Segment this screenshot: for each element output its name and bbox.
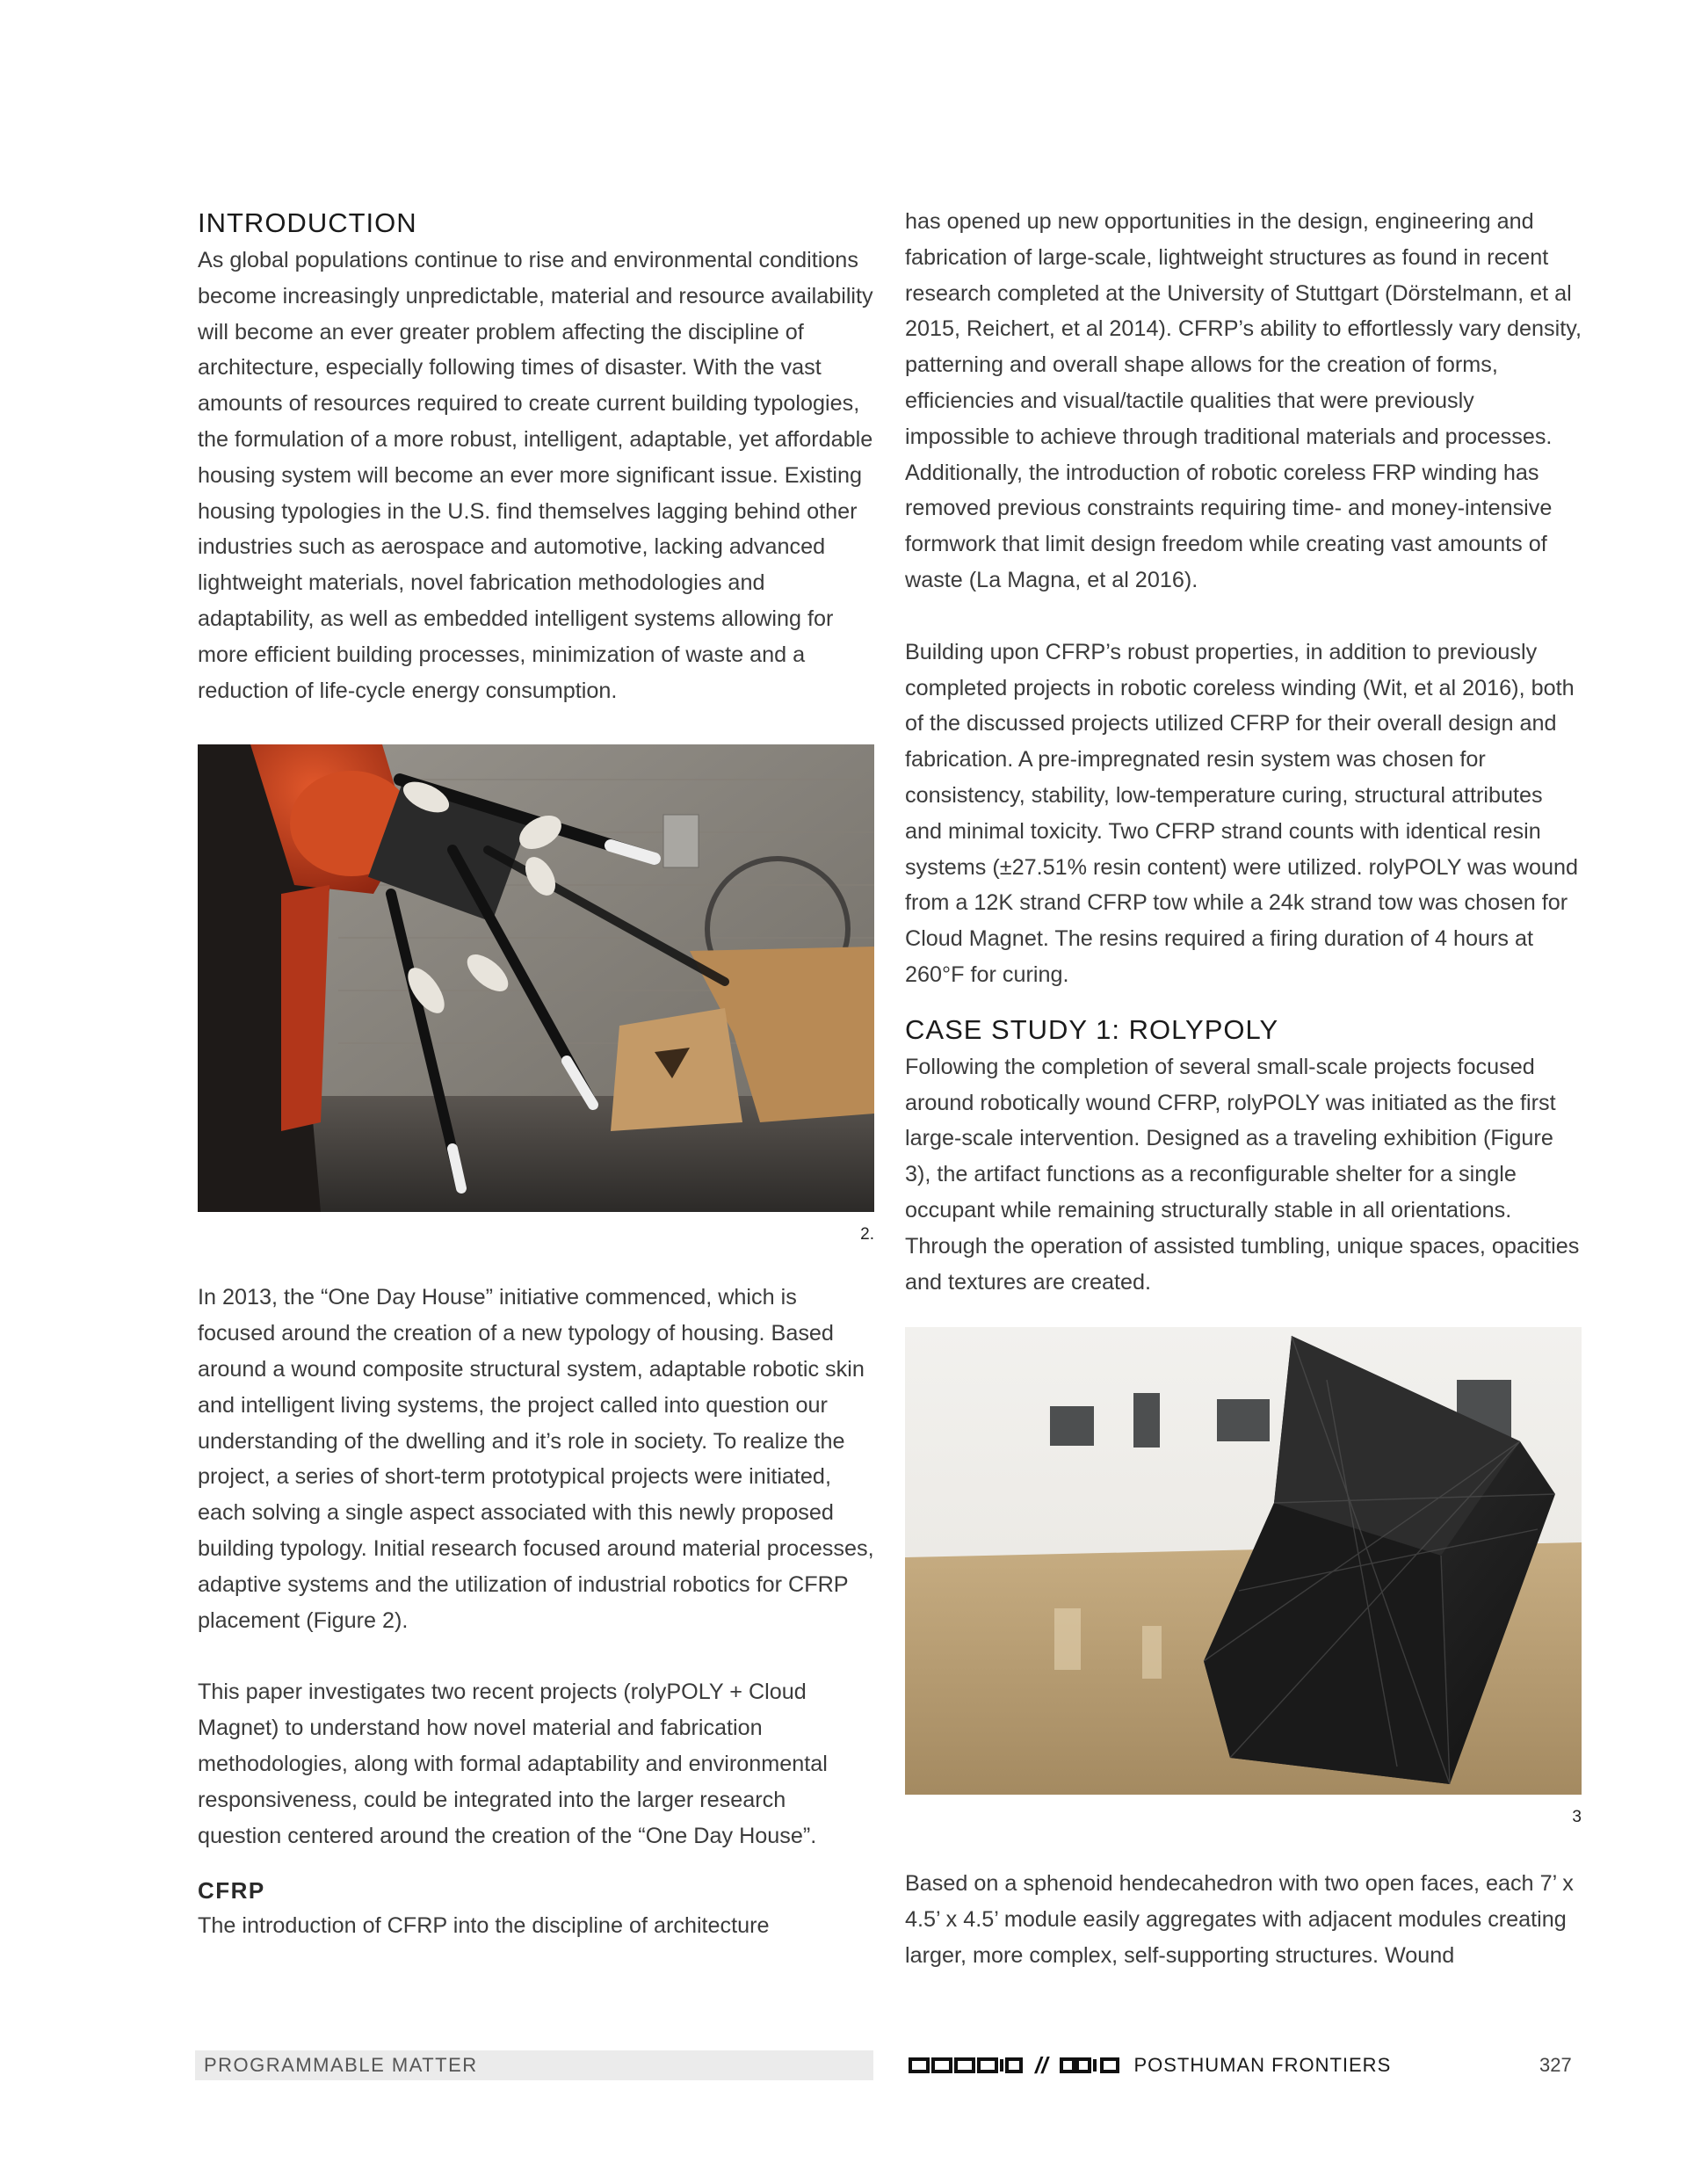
one-day-house-paragraph: In 2013, the “One Day House” initiative commenced, which is focused around the creation of a new typology of housing. Based around a wound composite structural system, adaptable robotic skin and intelligent living systems, the project called into question our understanding of the dwelling and it’s role in society. To realize the project, a series of short-term prototypical projects were initiated, each solving a single aspect associated with this newly proposed building typology. Initial research focused around material processes, adaptive systems and the utilization of industrial robotics for CFRP placement (Figure 2). xyxy=(198,1285,874,1633)
sphenoid-paragraph: Based on a sphenoid hendecahedron with two open faces, each 7’ x 4.5’ x 4.5’ module easily aggregates with adjacent modules creating larger, more complex, self-supporting structures. Wound xyxy=(905,1871,1574,1968)
cfrp-continued-paragraph: has opened up new opportunities in the design, engineering and fabrication of large-scale, lightweight structures as found in recent research completed at the University of Stuttgart (Dörstelmann, et al 2015, Reichert, et al 2014). CFRP’s ability to effortlessly vary density, patterning and overall shape allows for the creation of forms, efficiencies and visual/tactile qualities that were previously impossible to achieve through traditional materials and processes. Additionally, the introduction of robotic coreless FRP winding has removed previous constraints requiring time- and money-intensive formwork that limit design freedom while creating vast amounts of waste (La Magna, et al 2016). xyxy=(905,209,1582,592)
figure-3 xyxy=(905,1327,1582,1829)
footer-theme: POSTHUMAN FRONTIERS xyxy=(1133,2054,1392,2076)
figure-3-rolypoly-photo xyxy=(905,1327,1582,1795)
year-2016-logo-icon xyxy=(1060,2056,1121,2075)
footer-logo-slashes: // xyxy=(1035,2051,1048,2079)
figure-2-caption: 2. xyxy=(860,1225,874,1244)
acadia-logo-icon xyxy=(909,2056,1023,2075)
figure-2-robot-photo xyxy=(198,744,874,1212)
investigation-paragraph: This paper investigates two recent projects (rolyPOLY + Cloud Magnet) to understand how novel material and fabrication methodologies, along with formal adaptability and environmental responsiveness, could be integrated into the larger research question centered around the creation of the “One Day House”. xyxy=(198,1680,828,1848)
case-study-paragraph: Following the completion of several small-scale projects focused around robotically wound CFRP, rolyPOLY was initiated as the first large-scale intervention. Designed as a traveling exhibition (Figure 3), the artifact functions as a reconfigurable shelter for a single occupant while remaining structurally stable in all orientations. Through the operation of assisted tumbling, unique spaces, opacities and textures are created. xyxy=(905,1054,1580,1295)
right-column xyxy=(905,204,1582,1974)
introduction-heading: INTRODUCTION xyxy=(198,207,417,238)
building-upon-paragraph: Building upon CFRP’s robust properties, in addition to previously completed projects in robotic coreless winding (Wit, et al 2016), both of the discussed projects utilized CFRP for their overall design and fabrication. A pre-impregnated resin system was chosen for consistency, stability, low-temperature curing, structural attributes and minimal toxicity. Two CFRP strand counts with identical resin systems (±27.51% resin content) were utilized. rolyPOLY was wound from a 12K strand CFRP tow while a 24k strand tow was chosen for Cloud Magnet. The resins required a firing duration of 4 hours at 260°F for curing. xyxy=(905,639,1579,987)
cfrp-paragraph: The introduction of CFRP into the discipline of architecture xyxy=(198,1913,770,1939)
case-study-heading: CASE STUDY 1: ROLYPOLY xyxy=(905,1013,1279,1045)
footer-conference-logo xyxy=(909,2050,1391,2080)
figure-2 xyxy=(198,744,874,1246)
cfrp-heading: CFRP xyxy=(198,1877,265,1905)
introduction-paragraph: As global populations continue to rise and environmental conditions become increasingly unpredictable, material and resource availability will become an ever greater problem affecting the discipline of architecture, especially following times of disaster. With the vast amounts of resources required to create current building typologies, the formulation of a more robust, intelligent, adaptable, yet affordable housing system will become an ever more significant issue. Existing housing typologies in the U.S. find themselves lagging behind other industries such as aerospace and automotive, lacking advanced lightweight materials, novel fabrication methodologies and adaptability, as well as embedded intelligent systems allowing for more efficient building processes, minimization of waste and a reduction of life-cycle energy consumption. xyxy=(198,248,873,703)
left-column xyxy=(198,204,874,1944)
figure-3-caption: 3 xyxy=(1572,1808,1582,1827)
page-number: 327 xyxy=(1539,2054,1572,2076)
footer-section-label: PROGRAMMABLE MATTER xyxy=(204,2054,478,2076)
